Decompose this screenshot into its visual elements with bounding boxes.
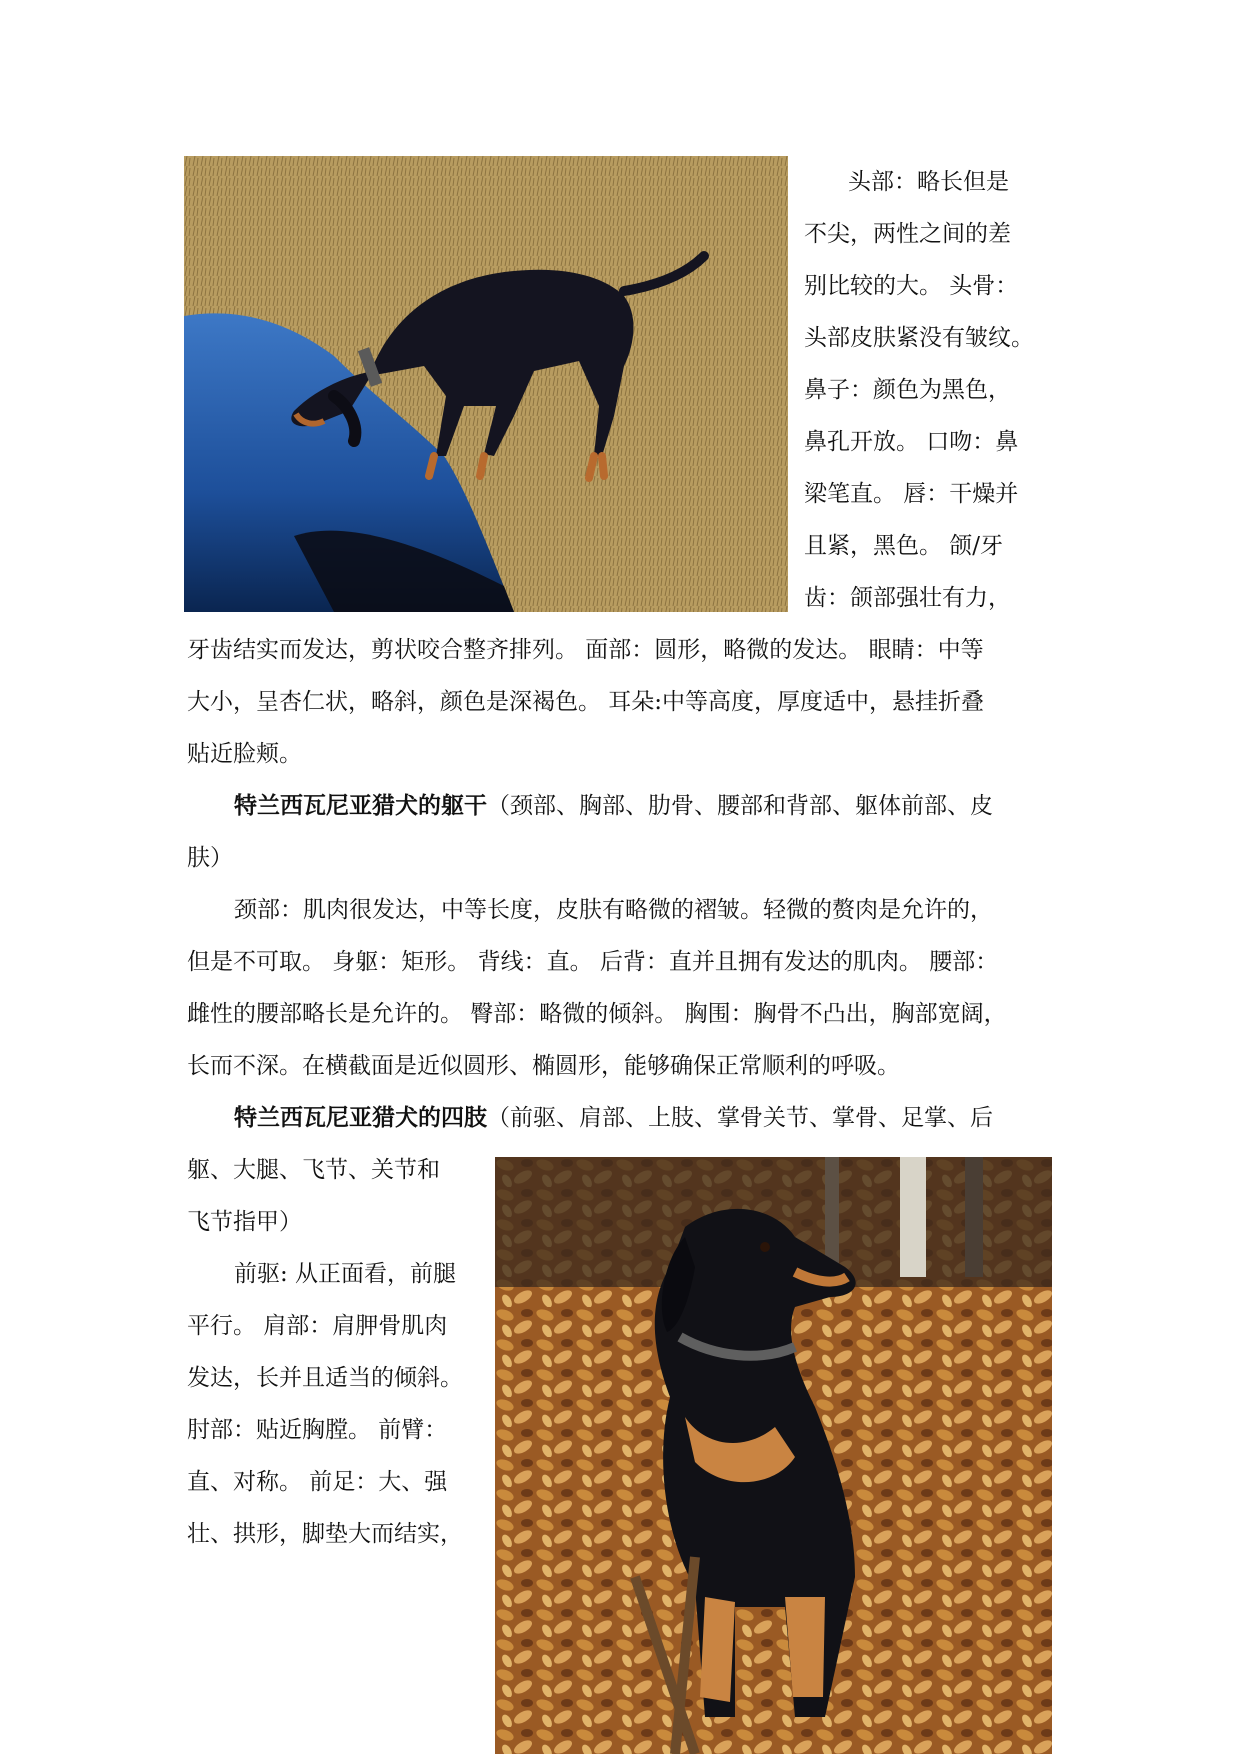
text-line: 别比较的大。 头骨： <box>804 273 1019 299</box>
text-line: 肤） <box>187 845 233 871</box>
section-heading-trunk <box>234 791 993 821</box>
heading-rest-text: （颈部、胸部、肋骨、腰部和背部、躯体前部、皮 <box>487 793 993 819</box>
text-line: 雌性的腰部略长是允许的。 臀部：略微的倾斜。 胸围：胸骨不凸出，胸部宽阔， <box>187 1001 1007 1027</box>
text-line: 且紧，黑色。 颌/牙 <box>804 533 1004 559</box>
text-line: 前驱: 从正面看，前腿 <box>234 1261 457 1287</box>
text-line: 不尖，两性之间的差 <box>804 221 1011 247</box>
text-line: 贴近脸颊。 <box>187 741 302 767</box>
text-line: 头部：略长但是 <box>848 169 1009 195</box>
text-line: 直、对称。 前足：大、强 <box>187 1469 448 1495</box>
dog-drinking-water-photo <box>184 156 788 612</box>
text-line: 颈部：肌肉很发达，中等长度，皮肤有略微的褶皱。轻微的赘肉是允许的， <box>234 897 993 923</box>
forest-leaves-scene-icon <box>495 1157 1052 1754</box>
text-line: 牙齿结实而发达，剪状咬合整齐排列。 面部：圆形，略微的发达。 眼睛：中等 <box>187 637 984 663</box>
text-line: 长而不深。在横截面是近似圆形、椭圆形，能够确保正常顺利的呼吸。 <box>187 1053 900 1079</box>
text-line: 齿：颌部强壮有力， <box>804 585 1011 611</box>
text-line: 梁笔直。 唇：干燥并 <box>804 481 1019 507</box>
heading-bold-text: 特兰西瓦尼亚猎犬的四肢 <box>234 1104 487 1131</box>
text-line: 头部皮肤紧没有皱纹。 <box>804 325 1034 351</box>
heading-bold-text: 特兰西瓦尼亚猎犬的躯干 <box>234 792 487 819</box>
heading-rest-text: （前驱、肩部、上肢、掌骨关节、掌骨、足掌、后 <box>487 1105 993 1131</box>
text-line: 鼻子：颜色为黑色， <box>804 377 1011 403</box>
text-line: 飞节指甲） <box>187 1209 302 1235</box>
grass-water-scene-icon <box>184 156 788 612</box>
text-line: 平行。 肩部：肩胛骨肌肉 <box>187 1313 448 1339</box>
text-line: 大小，呈杏仁状，略斜，颜色是深褐色。 耳朵:中等高度，厚度适中，悬挂折叠 <box>187 689 985 715</box>
dog-lying-in-leaves-photo <box>495 1157 1052 1754</box>
text-line: 鼻孔开放。 口吻：鼻 <box>804 429 1019 455</box>
text-line: 发达，长并且适当的倾斜。 <box>187 1365 463 1391</box>
text-line: 但是不可取。 身躯：矩形。 背线：直。 后背：直并且拥有发达的肌肉。 腰部： <box>187 949 999 975</box>
section-heading-limbs <box>234 1103 993 1133</box>
text-line: 肘部：贴近胸膛。 前臂： <box>187 1417 448 1443</box>
text-line: 躯、大腿、飞节、关节和 <box>187 1157 440 1183</box>
text-line: 壮、拱形，脚垫大而结实， <box>187 1521 463 1547</box>
